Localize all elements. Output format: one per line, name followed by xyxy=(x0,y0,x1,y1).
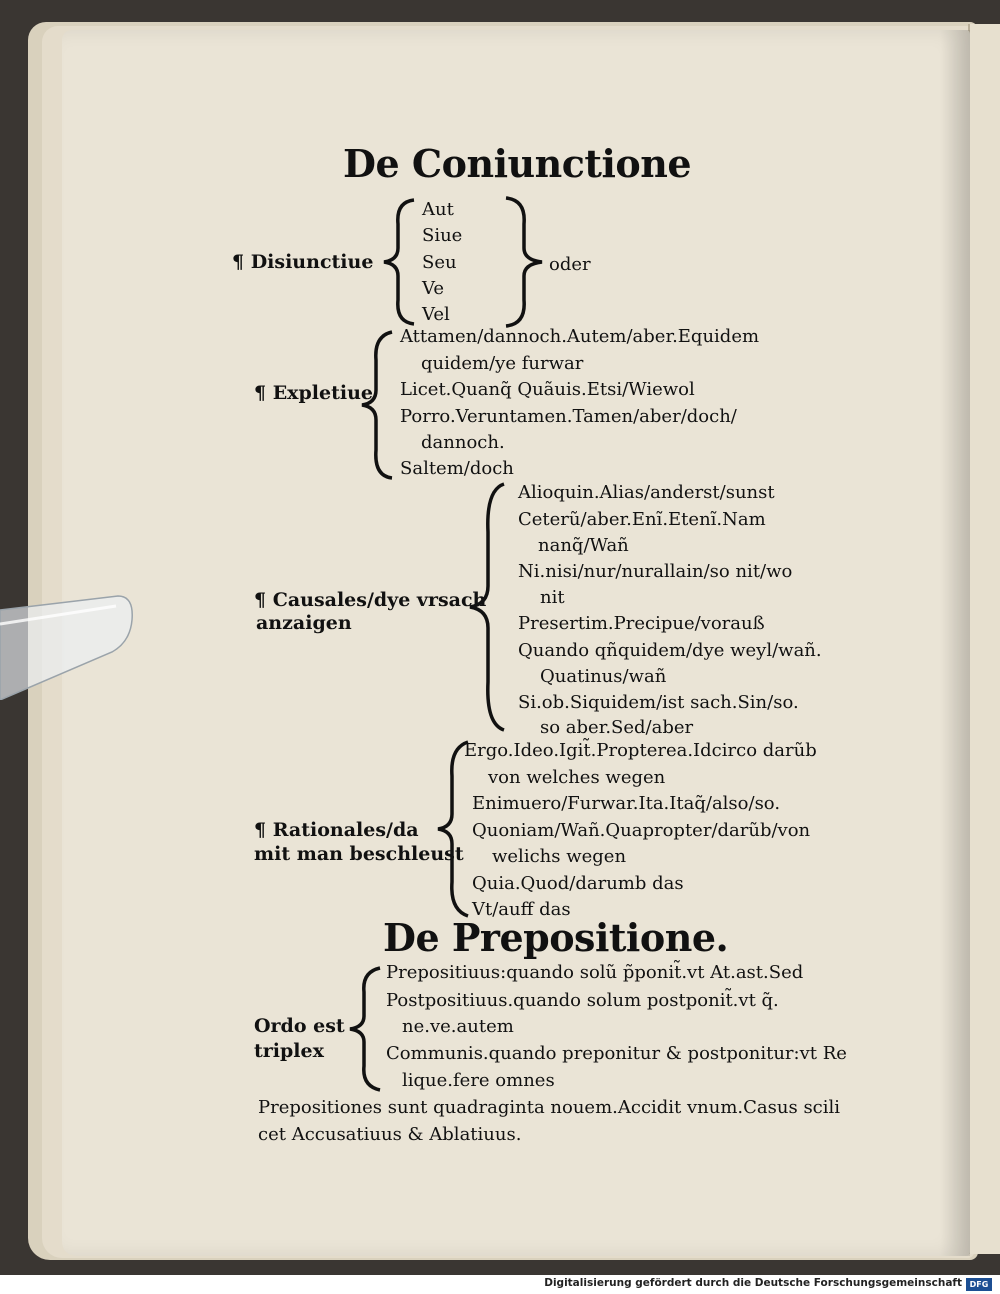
causal-line: Ceterũ/aber.Enĩ.Etenĩ.Nam xyxy=(518,509,766,530)
disjunctive-item: Ve xyxy=(422,278,444,299)
causal-line: Presertim.Precipue/vorauß xyxy=(518,613,765,634)
footer-credit: Digitalisierung gefördert durch die Deutsche Forschungsgemeinschaft xyxy=(544,1277,962,1289)
rational-line: Quia.Quod/darumb das xyxy=(472,873,684,894)
expletive-line: Licet.Quanq̃ Quãuis.Etsi/Wiewol xyxy=(400,379,695,400)
disjunctive-gloss: oder xyxy=(549,254,591,275)
label-expletive: ¶ Expletiue xyxy=(254,382,374,404)
expletive-line: dannoch. xyxy=(421,432,505,453)
order-line: Postpositiuus.quando solum postponit̃.vt q̃. xyxy=(386,990,779,1011)
facing-page-edge xyxy=(968,24,1000,1254)
disjunctive-item: Vel xyxy=(422,304,450,325)
causal-line: Alioquin.Alias/anderst/sunst xyxy=(518,482,775,503)
rational-line: Vt/auff das xyxy=(472,899,571,920)
dfg-logo: DFG xyxy=(966,1278,992,1291)
brace-rational xyxy=(434,740,474,918)
label-order-line2: triplex xyxy=(254,1040,324,1062)
causal-line: Ni.nisi/nur/nurallain/so nit/wo xyxy=(518,561,793,582)
closing-line: cet Accusatiuus & Ablatiuus. xyxy=(258,1124,522,1145)
expletive-line: quidem/ye furwar xyxy=(421,353,584,374)
order-line: ne.ve.autem xyxy=(402,1016,514,1037)
gutter-shadow xyxy=(940,30,970,1256)
rational-line: Quoniam/Wañ.Quapropter/darũb/von xyxy=(472,820,811,841)
causal-line: so aber.Sed/aber xyxy=(540,717,694,738)
expletive-line: Porro.Veruntamen.Tamen/aber/doch/ xyxy=(400,406,737,427)
brace-causal xyxy=(466,482,510,732)
causal-line: nanq̃/Wañ xyxy=(538,535,629,556)
page-clip xyxy=(0,590,134,700)
order-line: lique.fere omnes xyxy=(402,1070,555,1091)
brace-order xyxy=(346,966,386,1092)
footer-bar xyxy=(0,1275,1000,1294)
brace-disjunctive-right xyxy=(502,196,546,328)
rational-line: Ergo.Ideo.Igit̃.Propterea.Idcirco darũb xyxy=(464,740,817,761)
disjunctive-item: Aut xyxy=(422,199,454,220)
expletive-line: Saltem/doch xyxy=(400,458,514,479)
causal-line: nit xyxy=(540,587,565,608)
label-rational-line2: mit man beschleust xyxy=(254,843,464,865)
label-order-line1: Ordo est xyxy=(254,1015,345,1037)
causal-line: Quatinus/wañ xyxy=(540,666,667,687)
disjunctive-item: Seu xyxy=(422,252,457,273)
rational-line: Enimuero/Furwar.Ita.Itaq̃/also/so. xyxy=(472,793,781,814)
causal-line: Si.ob.Siquidem/ist sach.Sin/so. xyxy=(518,692,799,713)
heading-preposition: De Prepositione. xyxy=(383,915,729,960)
heading-conjunction: De Coniunctione xyxy=(343,141,692,186)
label-causal-line2: anzaigen xyxy=(256,612,352,634)
rational-line: welichs wegen xyxy=(492,846,627,867)
label-disjunctive: ¶ Disiunctiue xyxy=(232,251,374,273)
disjunctive-item: Siue xyxy=(422,225,463,246)
brace-disjunctive-left xyxy=(380,198,420,326)
closing-line: Prepositiones sunt quadraginta nouem.Accidit vnum.Casus scili xyxy=(258,1097,841,1118)
brace-expletive xyxy=(358,330,398,480)
label-causal-line1: ¶ Causales/dye vrsach xyxy=(254,589,487,611)
order-line: Prepositiuus:quando solũ p̃ponit̃.vt At.ast.Sed xyxy=(386,962,804,983)
rational-line: von welches wegen xyxy=(488,767,666,788)
causal-line: Quando qñquidem/dye weyl/wañ. xyxy=(518,640,822,661)
expletive-line: Attamen/dannoch.Autem/aber.Equidem xyxy=(400,326,760,347)
order-line: Communis.quando preponitur & postponitur:vt Re xyxy=(386,1043,847,1064)
label-rational-line1: ¶ Rationales/da xyxy=(254,819,419,841)
